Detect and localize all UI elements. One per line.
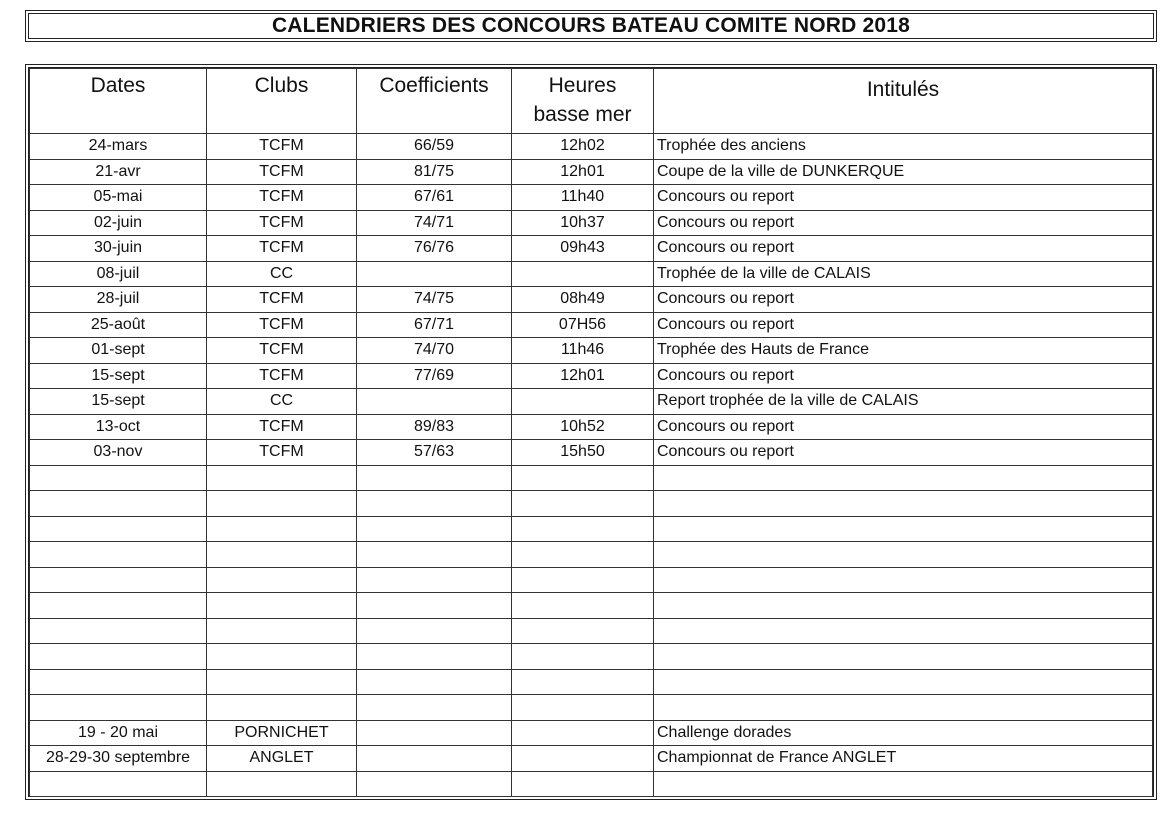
cell-date xyxy=(30,618,207,644)
cell-date: 21-avr xyxy=(30,159,207,185)
cell-club xyxy=(207,644,357,670)
cell-coefficient xyxy=(357,771,512,797)
cell-coefficient xyxy=(357,618,512,644)
cell-coefficient xyxy=(357,261,512,287)
header-row xyxy=(30,69,1153,134)
cell-date xyxy=(30,644,207,670)
cell-intitule xyxy=(654,644,1153,670)
cell-intitule xyxy=(654,593,1153,619)
cell-club: ANGLET xyxy=(207,746,357,772)
header-heures xyxy=(512,69,654,134)
header-clubs: Clubs xyxy=(207,69,357,134)
table-row xyxy=(30,440,1153,466)
calendar-table xyxy=(29,68,1153,797)
cell-date: 28-juil xyxy=(30,287,207,313)
cell-date xyxy=(30,593,207,619)
cell-heure xyxy=(512,567,654,593)
cell-coefficient xyxy=(357,593,512,619)
cell-heure xyxy=(512,746,654,772)
table-row xyxy=(30,746,1153,772)
cell-coefficient xyxy=(357,669,512,695)
cell-heure xyxy=(512,465,654,491)
cell-intitule xyxy=(654,567,1153,593)
table-row xyxy=(30,720,1153,746)
cell-intitule: Concours ou report xyxy=(654,440,1153,466)
cell-intitule xyxy=(654,669,1153,695)
cell-date: 05-mai xyxy=(30,185,207,211)
cell-intitule xyxy=(654,618,1153,644)
cell-date: 24-mars xyxy=(30,134,207,160)
cell-coefficient: 57/63 xyxy=(357,440,512,466)
table-row xyxy=(30,414,1153,440)
cell-date: 15-sept xyxy=(30,363,207,389)
table-row xyxy=(30,185,1153,211)
cell-intitule: Trophée des anciens xyxy=(654,134,1153,160)
cell-club xyxy=(207,669,357,695)
cell-heure: 09h43 xyxy=(512,236,654,262)
cell-date xyxy=(30,516,207,542)
cell-intitule xyxy=(654,695,1153,721)
cell-coefficient: 67/61 xyxy=(357,185,512,211)
cell-coefficient xyxy=(357,720,512,746)
table-row xyxy=(30,159,1153,185)
cell-club: CC xyxy=(207,389,357,415)
cell-club xyxy=(207,542,357,568)
table-row xyxy=(30,338,1153,364)
cell-coefficient xyxy=(357,746,512,772)
cell-coefficient: 76/76 xyxy=(357,236,512,262)
cell-heure xyxy=(512,720,654,746)
table-row xyxy=(30,312,1153,338)
cell-club xyxy=(207,593,357,619)
cell-club: TCFM xyxy=(207,159,357,185)
header-dates: Dates xyxy=(30,69,207,134)
cell-club: TCFM xyxy=(207,185,357,211)
title-box xyxy=(25,10,1157,42)
cell-coefficient xyxy=(357,542,512,568)
table-row xyxy=(30,491,1153,517)
cell-intitule xyxy=(654,491,1153,517)
cell-club: TCFM xyxy=(207,236,357,262)
cell-coefficient xyxy=(357,389,512,415)
cell-coefficient xyxy=(357,516,512,542)
cell-date xyxy=(30,465,207,491)
table-row xyxy=(30,287,1153,313)
cell-coefficient: 74/71 xyxy=(357,210,512,236)
header-coefficients: Coefficients xyxy=(357,69,512,134)
cell-heure: 11h40 xyxy=(512,185,654,211)
cell-heure xyxy=(512,593,654,619)
table-row xyxy=(30,644,1153,670)
cell-club: TCFM xyxy=(207,287,357,313)
cell-coefficient: 74/75 xyxy=(357,287,512,313)
cell-club: TCFM xyxy=(207,210,357,236)
cell-date xyxy=(30,567,207,593)
cell-date: 30-juin xyxy=(30,236,207,262)
cell-date xyxy=(30,695,207,721)
cell-heure: 12h02 xyxy=(512,134,654,160)
cell-heure xyxy=(512,516,654,542)
cell-date: 15-sept xyxy=(30,389,207,415)
calendar-rows xyxy=(30,134,1153,797)
cell-heure xyxy=(512,771,654,797)
cell-intitule: Concours ou report xyxy=(654,287,1153,313)
table-row xyxy=(30,618,1153,644)
cell-intitule: Coupe de la ville de DUNKERQUE xyxy=(654,159,1153,185)
cell-intitule: Trophée des Hauts de France xyxy=(654,338,1153,364)
header-heures-line1: Heures xyxy=(548,74,617,97)
cell-heure: 11h46 xyxy=(512,338,654,364)
table-row xyxy=(30,669,1153,695)
cell-date: 28-29-30 septembre xyxy=(30,746,207,772)
cell-intitule xyxy=(654,542,1153,568)
cell-heure: 07H56 xyxy=(512,312,654,338)
cell-coefficient: 74/70 xyxy=(357,338,512,364)
cell-club: PORNICHET xyxy=(207,720,357,746)
cell-club: TCFM xyxy=(207,414,357,440)
table-row xyxy=(30,236,1153,262)
table-row xyxy=(30,261,1153,287)
cell-coefficient xyxy=(357,465,512,491)
cell-club xyxy=(207,465,357,491)
cell-coefficient xyxy=(357,695,512,721)
table-row xyxy=(30,389,1153,415)
cell-club: TCFM xyxy=(207,363,357,389)
cell-heure xyxy=(512,644,654,670)
cell-heure xyxy=(512,695,654,721)
cell-date xyxy=(30,542,207,568)
page-title: CALENDRIERS DES CONCOURS BATEAU COMITE NORD 2018 xyxy=(271,14,911,37)
cell-heure xyxy=(512,389,654,415)
cell-date xyxy=(30,771,207,797)
table-row xyxy=(30,542,1153,568)
cell-intitule: Concours ou report xyxy=(654,414,1153,440)
table-row xyxy=(30,363,1153,389)
table-row xyxy=(30,695,1153,721)
cell-coefficient: 81/75 xyxy=(357,159,512,185)
cell-heure: 12h01 xyxy=(512,159,654,185)
cell-intitule: Concours ou report xyxy=(654,312,1153,338)
table-row xyxy=(30,134,1153,160)
cell-club: TCFM xyxy=(207,440,357,466)
cell-club xyxy=(207,618,357,644)
table-row xyxy=(30,593,1153,619)
cell-heure xyxy=(512,669,654,695)
cell-intitule xyxy=(654,516,1153,542)
cell-intitule: Challenge dorades xyxy=(654,720,1153,746)
cell-heure: 10h52 xyxy=(512,414,654,440)
cell-date: 25-août xyxy=(30,312,207,338)
cell-date: 19 - 20 mai xyxy=(30,720,207,746)
cell-club: TCFM xyxy=(207,338,357,364)
cell-heure xyxy=(512,491,654,517)
header-intitules: Intitulés xyxy=(654,69,1153,134)
cell-intitule: Concours ou report xyxy=(654,363,1153,389)
cell-intitule xyxy=(654,465,1153,491)
cell-coefficient xyxy=(357,567,512,593)
cell-club xyxy=(207,695,357,721)
cell-heure xyxy=(512,618,654,644)
cell-intitule xyxy=(654,771,1153,797)
cell-date: 01-sept xyxy=(30,338,207,364)
cell-club xyxy=(207,771,357,797)
table-row xyxy=(30,567,1153,593)
table-row xyxy=(30,516,1153,542)
header-heures-line2: basse mer xyxy=(533,103,632,126)
cell-heure: 12h01 xyxy=(512,363,654,389)
table-row xyxy=(30,210,1153,236)
cell-club: CC xyxy=(207,261,357,287)
cell-date: 08-juil xyxy=(30,261,207,287)
cell-intitule: Trophée de la ville de CALAIS xyxy=(654,261,1153,287)
cell-intitule: Concours ou report xyxy=(654,236,1153,262)
cell-heure: 15h50 xyxy=(512,440,654,466)
cell-date: 02-juin xyxy=(30,210,207,236)
cell-coefficient xyxy=(357,491,512,517)
cell-date xyxy=(30,491,207,517)
cell-coefficient: 67/71 xyxy=(357,312,512,338)
cell-coefficient: 89/83 xyxy=(357,414,512,440)
cell-intitule: Championnat de France ANGLET xyxy=(654,746,1153,772)
cell-club xyxy=(207,491,357,517)
cell-club xyxy=(207,567,357,593)
cell-intitule: Concours ou report xyxy=(654,185,1153,211)
cell-date: 13-oct xyxy=(30,414,207,440)
cell-coefficient: 66/59 xyxy=(357,134,512,160)
cell-heure xyxy=(512,542,654,568)
cell-coefficient: 77/69 xyxy=(357,363,512,389)
cell-heure: 10h37 xyxy=(512,210,654,236)
cell-club: TCFM xyxy=(207,134,357,160)
cell-club xyxy=(207,516,357,542)
cell-date xyxy=(30,669,207,695)
table-row xyxy=(30,465,1153,491)
cell-date: 03-nov xyxy=(30,440,207,466)
cell-heure: 08h49 xyxy=(512,287,654,313)
cell-intitule: Report trophée de la ville de CALAIS xyxy=(654,389,1153,415)
cell-intitule: Concours ou report xyxy=(654,210,1153,236)
cell-coefficient xyxy=(357,644,512,670)
cell-heure xyxy=(512,261,654,287)
table-row xyxy=(30,771,1153,797)
cell-club: TCFM xyxy=(207,312,357,338)
